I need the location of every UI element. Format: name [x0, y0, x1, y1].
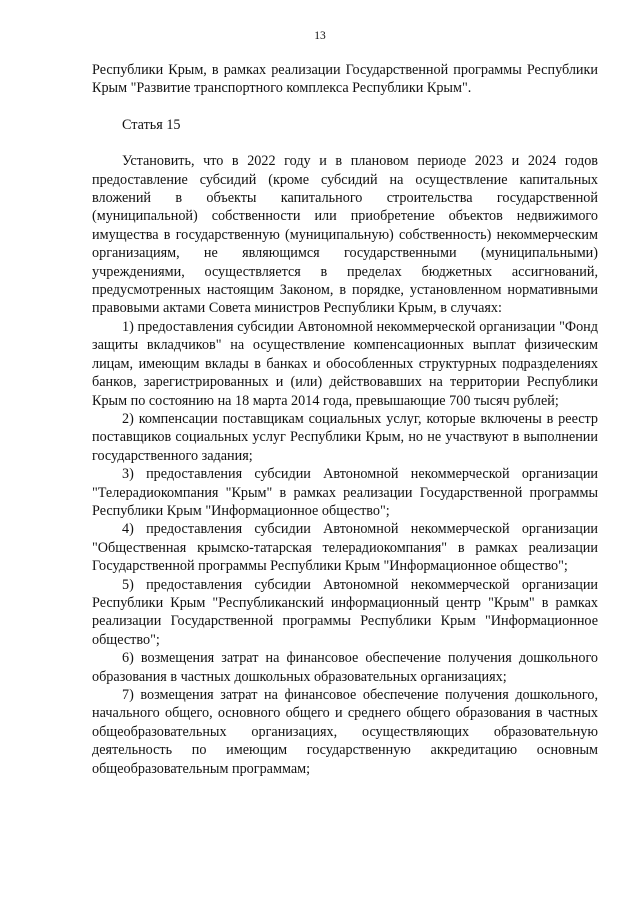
article-intro-paragraph: Установить, что в 2022 году и в плановом периоде 2023 и 2024 годов предоставление субсидий (кроме субсидий на осуществление капитальных вложений в объекты капитального строительства государственной (муниципальной) собственности или приобретение объектов недвижимого имущества в государственную (муниципальную) собственность) некоммерческим организациям, не являющимся государственными (муниципальными) учреждениями, осуществляется в пределах бюджетных ассигнований, предусмотренных настоящим Законом, в порядке, установленном нормативными правовыми актами Совета министров Республики Крым, в случаях:: [92, 153, 598, 317]
document-body: [92, 61, 598, 778]
list-item-6: 6) возмещения затрат на финансовое обеспечение получения дошкольного образования в частных дошкольных образовательных организациях;: [92, 650, 598, 685]
spacer: [92, 134, 598, 152]
list-item-2: 2) компенсации поставщикам социальных услуг, которые включены в реестр поставщиков социальных услуг Республики Крым, но не участвуют в выполнении государственного задания;: [92, 410, 598, 464]
article-heading: Статья 15: [122, 116, 181, 133]
list-item-5: 5) предоставления субсидии Автономной некоммерческой организации Республики Крым "Республиканский информационный центр "Крым" в рамках реализации Государственной программы Республики Крым "Информационное общество";: [92, 576, 598, 648]
paragraph-continuation: Республики Крым, в рамках реализации Государственной программы Республики Крым "Развитие транспортного комплекса Республики Крым".: [92, 62, 598, 97]
list-item-4: 4) предоставления субсидии Автономной некоммерческой организации "Общественная крымско-татарская телерадиокомпания" в рамках реализации Государственной программы Республики Крым "Информационное общество";: [92, 521, 598, 575]
list-item-3: 3) предоставления субсидии Автономной некоммерческой организации "Телерадиокомпания "Крым" в рамках реализации Государственной программы Республики Крым "Информационное общество";: [92, 466, 598, 519]
list-item-7: 7) возмещения затрат на финансовое обеспечение получения дошкольного, начального общего, основного общего и среднего общего образования в частных общеобразовательных организациях, осуществляющих образовательную деятельность по имеющим государственную аккредитацию основным общеобразовательным программам;: [92, 687, 598, 777]
page-number: 13: [314, 30, 326, 42]
list-item-1: 1) предоставления субсидии Автономной некоммерческой организации "Фонд защиты вкладчиков" на осуществление компенсационных выплат физическим лицам, имеющим вклады в банках и обособленных структурных подразделениях банков, зарегистрированных и (или) действовавших на территории Республики Крым по состоянию на 18 марта 2014 года, превышающие 700 тысяч рублей;: [92, 318, 598, 409]
spacer: [92, 98, 598, 116]
